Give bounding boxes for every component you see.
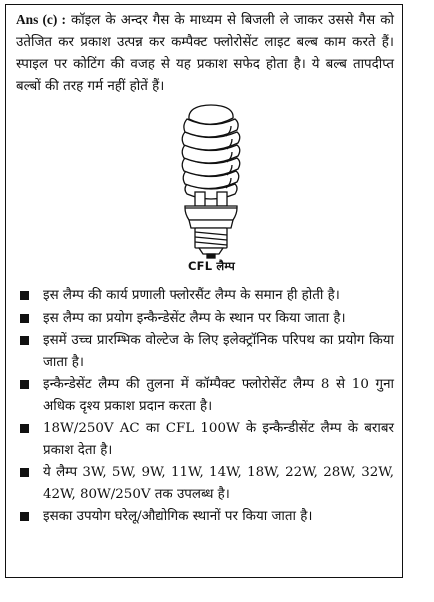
square-bullet-icon — [20, 314, 29, 323]
list-item: इसका उपयोग घरेलू/औद्योगिक स्थानों पर किया जाता है। — [16, 506, 394, 528]
figure-caption: CFL लैम्प — [188, 259, 236, 273]
list-item: इस लैम्प का प्रयोग इन्कैन्डेसेंट लैम्प के स्थान पर किया जाता है। — [16, 308, 394, 330]
list-item: इन्कैन्डेसेंट लैम्प की तुलना में कॉम्पैक्ट फ्लोरोसेंट लैम्प 8 से 10 गुना अधिक दृश्य प्रकाश प्रदान करता है। — [16, 374, 394, 417]
answer-text: कॉइल के अन्दर गैस के माध्यम से बिजली ले जाकर उससे गैस को उतेजित कर प्रकाश उत्पन्न कर कम्पैक्ट फ्लोरोसेंट लाइट बल्ब काम करते हैं। स्पाइल पर कोटिंग की वजह से यह प्रकाश सफेद होता है। ये बल्ब तापदीप्त बल्बों की तरह गर्म नहीं होतें हैं। — [16, 13, 394, 94]
list-item: इसमें उच्च प्रारम्भिक वोल्टेज के लिए इलेक्ट्रॉनिक परिपथ का प्रयोग किया जाता है। — [16, 330, 394, 373]
square-bullet-icon — [20, 512, 29, 521]
cfl-figure — [16, 102, 394, 285]
answer-box — [5, 4, 403, 578]
square-bullet-icon — [20, 380, 29, 389]
list-item: इस लैम्प की कार्य प्रणाली फ्लोरसैंट लैम्प के समान ही होती है। — [16, 285, 394, 307]
bullet-list — [16, 285, 394, 528]
answer-label: Ans (c) : — [16, 12, 66, 27]
list-item: 18W/250V AC का CFL 100W के इन्कैन्डीसेंट लैम्प के बराबर प्रकाश देता है। — [16, 418, 394, 461]
cfl-spiral-bulb-icon — [171, 104, 251, 259]
square-bullet-icon — [20, 424, 29, 433]
square-bullet-icon — [20, 291, 29, 300]
list-item: ये लैम्प 3W, 5W, 9W, 11W, 14W, 18W, 22W, 28W, 32W, 42W, 80W/250V तक उपलब्ध है। — [16, 462, 394, 505]
square-bullet-icon — [20, 468, 29, 477]
square-bullet-icon — [20, 336, 29, 345]
answer-paragraph — [16, 9, 394, 98]
